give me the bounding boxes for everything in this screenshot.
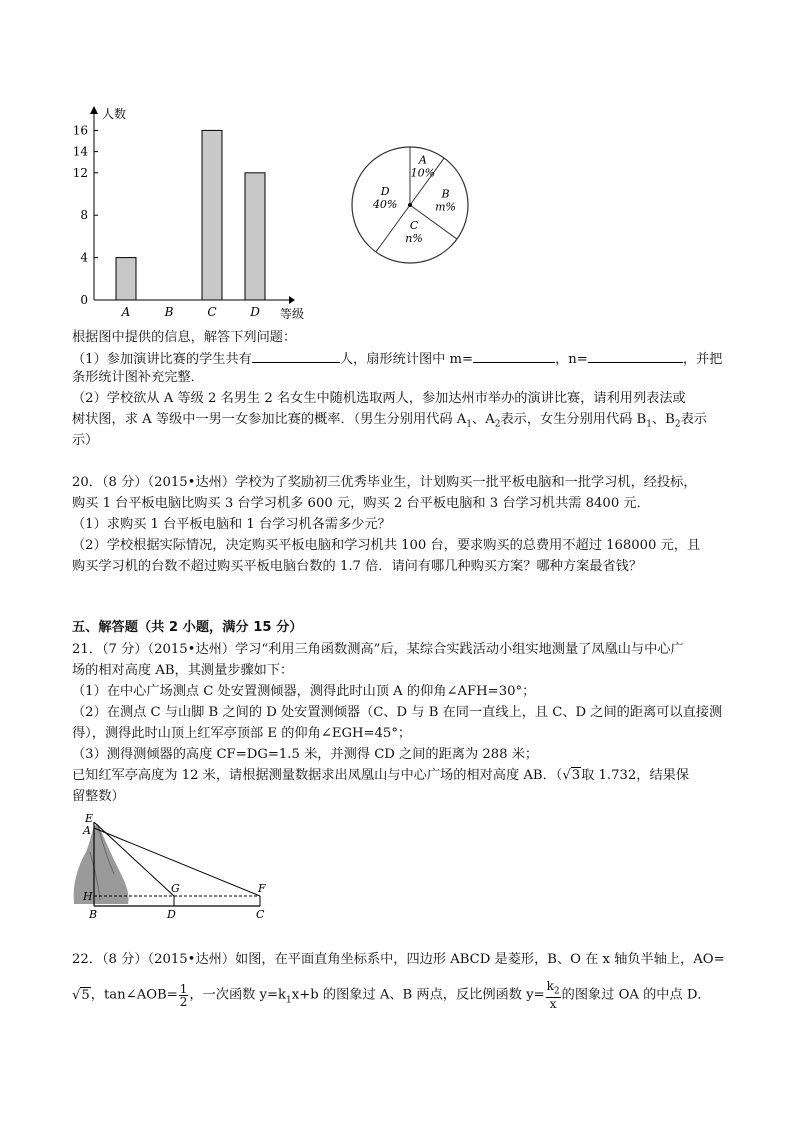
q20-line2: 购买 1 台平板电脑比购买 3 台学习机多 600 元，购买 2 台平板电脑和 3 台学习机共需 8400 元． <box>72 496 650 511</box>
pie-slice-label: A <box>418 153 427 167</box>
fraction: $\frac{k_2}{x}$ <box>546 979 560 1012</box>
pie-slice-value: 40% <box>372 197 398 211</box>
pie-chart <box>345 140 475 270</box>
pie-slice-label: C <box>409 218 419 232</box>
q21-line7: 已知红军亭高度为 12 米，请根据测量数据求出凤凰山与中心广场的相对高度 AB．（√3取 1.732，结果保 <box>72 766 689 786</box>
bar-chart <box>64 100 314 325</box>
label-h: H <box>83 890 93 903</box>
y-tick-label: 12 <box>72 165 88 180</box>
label-f: F <box>258 882 266 895</box>
label-e: E <box>85 812 94 825</box>
y-tick-label: 0 <box>80 293 88 307</box>
sqrt-expression: √3 <box>562 768 581 783</box>
q19-part2-cont: 树状图，求 A 等级中一男一女参加比赛的概率．（男生分别用代码 $A_1$、$A_2$表示，女生分别用代码 $B_1$、$B_2$表示 <box>72 412 707 430</box>
q19-part1-cont: 条形统计图补充完整． <box>72 370 204 385</box>
q21-line2: 场的相对高度 AB，其测量步骤如下： <box>72 663 294 678</box>
q21-line3: （1）在中心广场测点 C 处安置测倾器，测得此时山顶 A 的仰角∠AFH=30°； <box>72 684 536 699</box>
x-axis-arrow <box>289 296 295 304</box>
q21-line6: （3）测得测倾器的高度 CF=DG=1.5 米，并测得 CD 之间的距离为 288 米； <box>72 747 539 762</box>
q21-line1: 21．（7 分）（2015•达州）学习“利用三角函数测高”后，某综合实践活动小组实地测量了凤凰山与中心广 <box>72 642 684 657</box>
q19-intro: 根据图中提供的信息，解答下列问题： <box>72 330 297 345</box>
q20-line1: 20．（8 分）（2015•达州）学校为了奖励初三优秀毕业生，计划购买一批平板电脑和一批学习机，经投标， <box>72 475 697 490</box>
label-b: B <box>89 908 98 921</box>
answer-blank[interactable] <box>473 348 555 363</box>
label-c: C <box>256 908 265 921</box>
x-tick-label: A <box>121 305 131 319</box>
answer-blank[interactable] <box>588 348 683 363</box>
x-axis-label: 等级 <box>280 307 305 321</box>
q21-line8: 留整数） <box>72 789 125 804</box>
y-tick-label: 8 <box>80 208 88 223</box>
pie-slice-value: 10% <box>410 166 436 180</box>
q20-line5: 购买学习机的台数不超过购买平板电脑台数的 1.7 倍．请问有哪几种购买方案？哪种方案最省钱？ <box>72 559 643 574</box>
pie-slice-value: n% <box>405 231 423 245</box>
y-axis-arrow <box>90 106 98 114</box>
answer-blank[interactable] <box>252 348 340 363</box>
q19-part2-end: 示） <box>72 433 99 448</box>
label-a: A <box>83 824 91 837</box>
pie-center <box>408 203 412 207</box>
label-g: G <box>171 882 180 895</box>
fraction: $\frac{1}{2}$ <box>179 981 188 1009</box>
label-d: D <box>167 908 176 921</box>
y-tick-label: 16 <box>72 123 88 138</box>
q22-line2: √5，tan∠AOB= $\frac{1}{2}$ ，一次函数 $y=k_1x+b$ 的图象过 A、B 两点，反比例函数 y= $\frac{k_2}{x}$ 的图象过 OA 的中点 D． <box>72 979 711 1012</box>
bar <box>202 130 222 300</box>
sqrt-expression: √5 <box>72 987 90 1003</box>
q22-line1: 22．（8 分）（2015•达州）如图，在平面直角坐标系中，四边形 ABCD 是菱形，B、O 在 x 轴负半轴上，AO= <box>72 952 725 967</box>
q20-line3: （1）求购买 1 台平板电脑和 1 台学习机各需多少元？ <box>72 517 391 532</box>
pie-slice-label: D <box>380 184 390 198</box>
q21-line4: （2）在测点 C 与山脚 B 之间的 D 处安置测倾器（C、D 与 B 在同一直线上，且 C、D 之间的距离可以直接测 <box>72 705 723 720</box>
section-title: 五、解答题（共 2 小题，满分 15 分） <box>72 620 303 635</box>
y-tick-label: 4 <box>80 250 88 265</box>
x-tick-label: D <box>250 305 260 319</box>
q19-part2: （2）学校欲从 A 等级 2 名男生 2 名女生中随机选取两人，参加达州市举办的演讲比赛，请利用列表法或 <box>72 391 686 406</box>
y-axis-label: 人数 <box>102 107 127 121</box>
q19-part1: （1）参加演讲比赛的学生共有 人，扇形统计图中 m= ，n= ，并把 <box>72 348 722 370</box>
bar <box>116 258 136 300</box>
x-tick-label: B <box>164 305 174 319</box>
mountain-figure <box>68 812 288 922</box>
y-tick-label: 14 <box>72 144 88 159</box>
q20-line4: （2）学校根据实际情况，决定购买平板电脑和学习机共 100 台，要求购买的总费用不超过 168000 元，且 <box>72 538 701 553</box>
x-tick-label: C <box>207 305 217 319</box>
bar <box>245 173 265 300</box>
q21-line5: 得），测得此时山顶上红军亭顶部 E 的仰角∠EGH=45°； <box>72 726 412 741</box>
pie-slice-value: m% <box>435 200 456 214</box>
pie-slice-label: B <box>441 187 450 201</box>
